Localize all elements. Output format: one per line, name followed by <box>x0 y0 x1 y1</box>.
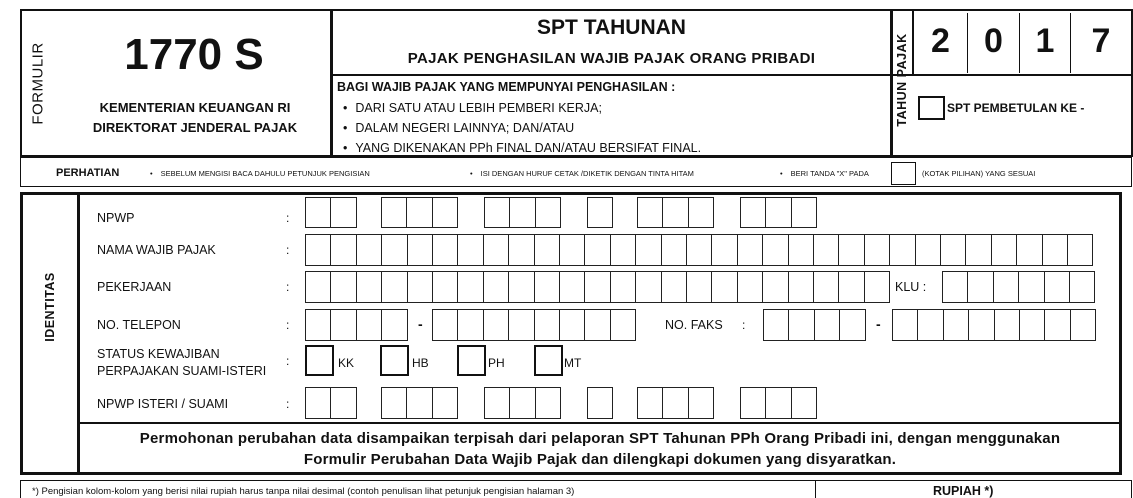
char-box[interactable] <box>813 234 839 266</box>
char-box[interactable] <box>967 271 993 303</box>
char-box[interactable] <box>587 197 613 228</box>
char-box[interactable] <box>330 197 356 228</box>
char-box[interactable] <box>637 197 663 228</box>
char-box[interactable] <box>457 234 483 266</box>
char-box[interactable] <box>838 271 864 303</box>
ministry-name: KEMENTERIAN KEUANGAN RI <box>99 100 291 115</box>
char-box[interactable] <box>740 387 766 419</box>
char-box[interactable] <box>788 271 814 303</box>
colon: : <box>286 354 290 368</box>
char-box[interactable] <box>356 309 382 341</box>
colon: : <box>286 397 290 411</box>
char-box[interactable] <box>534 271 560 303</box>
telepon-dash: - <box>418 316 423 332</box>
perhatian-note: • ISI DENGAN HURUF CETAK /DIKETIK DENGAN TINTA HITAM <box>470 169 694 178</box>
npwp-label: NPWP <box>97 211 135 225</box>
status-hb-checkbox[interactable] <box>380 345 409 376</box>
char-box[interactable] <box>330 271 356 303</box>
char-box[interactable] <box>305 309 331 341</box>
char-box[interactable] <box>535 197 561 228</box>
criteria-heading: BAGI WAJIB PAJAK YANG MEMPUNYAI PENGHASILAN : <box>337 80 676 94</box>
char-box[interactable] <box>356 234 382 266</box>
char-box[interactable] <box>534 234 560 266</box>
char-box[interactable] <box>635 234 661 266</box>
char-box[interactable] <box>610 309 636 341</box>
nama-label: NAMA WAJIB PAJAK <box>97 243 216 257</box>
char-box[interactable] <box>1019 309 1045 341</box>
char-box[interactable] <box>457 309 483 341</box>
char-box[interactable] <box>864 234 890 266</box>
char-box[interactable] <box>737 271 763 303</box>
char-box[interactable] <box>508 309 534 341</box>
char-box[interactable] <box>484 387 510 419</box>
char-box[interactable] <box>381 387 407 419</box>
char-box[interactable] <box>788 234 814 266</box>
char-box[interactable] <box>686 271 712 303</box>
char-box[interactable] <box>483 271 509 303</box>
char-box[interactable] <box>330 309 356 341</box>
identitas-label: IDENTITAS <box>43 272 57 342</box>
char-box[interactable] <box>889 234 915 266</box>
char-box[interactable] <box>381 197 407 228</box>
form-code: 1770 S <box>124 30 264 79</box>
perhatian-note: • SEBELUM MENGISI BACA DAHULU PETUNJUK PENGISIAN <box>150 169 370 178</box>
char-box[interactable] <box>406 387 432 419</box>
spt-subtitle: PAJAK PENGHASILAN WAJIB PAJAK ORANG PRIBADI <box>407 50 816 67</box>
spt-title: SPT TAHUNAN <box>537 16 686 39</box>
char-box[interactable] <box>740 197 766 228</box>
char-box[interactable] <box>943 309 969 341</box>
char-box[interactable] <box>662 387 688 419</box>
status-option-label: KK <box>338 356 355 370</box>
char-box[interactable] <box>587 387 613 419</box>
char-box[interactable] <box>686 234 712 266</box>
char-box[interactable] <box>991 234 1017 266</box>
char-box[interactable] <box>915 234 941 266</box>
char-box[interactable] <box>457 271 483 303</box>
char-box[interactable] <box>330 234 356 266</box>
char-box[interactable] <box>534 309 560 341</box>
char-box[interactable] <box>610 271 636 303</box>
spt-pembetulan-label: SPT PEMBETULAN KE - <box>947 101 1085 115</box>
status-label: STATUS KEWAJIBAN <box>97 347 220 361</box>
char-box[interactable] <box>381 309 407 341</box>
char-box[interactable] <box>763 309 789 341</box>
char-box[interactable] <box>994 309 1020 341</box>
char-box[interactable] <box>1042 234 1068 266</box>
char-box[interactable] <box>838 234 864 266</box>
year-digit: 7 <box>1070 13 1131 73</box>
char-box[interactable] <box>432 387 458 419</box>
char-box[interactable] <box>432 271 458 303</box>
char-box[interactable] <box>791 197 817 228</box>
npwp-pasangan-label: NPWP ISTERI / SUAMI <box>97 397 229 411</box>
char-box[interactable] <box>432 234 458 266</box>
footer-note: *) Pengisian kolom-kolom yang berisi nilai rupiah harus tanpa nilai desimal (contoh penulisan lihat petunjuk pengisian halaman 3) <box>32 486 575 497</box>
char-box[interactable] <box>1044 271 1070 303</box>
char-box[interactable] <box>940 234 966 266</box>
notice-line-1: Permohonan perubahan data disampaikan terpisah dari pelaporan SPT Tahunan PPh Orang Pribadi ini, dengan menggunakan <box>139 430 1061 447</box>
char-box[interactable] <box>968 309 994 341</box>
kotak-pilihan-note: (KOTAK PILIHAN) YANG SESUAI <box>922 169 1036 178</box>
char-box[interactable] <box>356 271 382 303</box>
year-digit: 1 <box>1019 13 1070 73</box>
char-box[interactable] <box>559 271 585 303</box>
criteria-item: • DALAM NEGERI LAINNYA; DAN/ATAU <box>343 121 574 135</box>
char-box[interactable] <box>892 309 918 341</box>
status-kk-checkbox[interactable] <box>305 345 334 376</box>
criteria-item: • DARI SATU ATAU LEBIH PEMBERI KERJA; <box>343 101 602 115</box>
status-option-label: MT <box>564 356 582 370</box>
spt-pembetulan-checkbox[interactable] <box>918 96 945 120</box>
char-box[interactable] <box>839 309 865 341</box>
char-box[interactable] <box>662 197 688 228</box>
char-box[interactable] <box>484 197 510 228</box>
char-box[interactable] <box>432 197 458 228</box>
colon: : <box>286 243 290 257</box>
perhatian-note: • BERI TANDA "X" PADA <box>780 169 869 178</box>
char-box[interactable] <box>711 271 737 303</box>
char-box[interactable] <box>584 234 610 266</box>
char-box[interactable] <box>305 197 331 228</box>
char-box[interactable] <box>635 271 661 303</box>
klu-label: KLU : <box>895 280 927 294</box>
char-box[interactable] <box>791 387 817 419</box>
perhatian-label: PERHATIAN <box>56 167 120 179</box>
colon: : <box>286 211 290 225</box>
tahun-pajak-label: TAHUN PAJAK <box>895 33 909 127</box>
notice-line-2: Formulir Perubahan Data Wajib Pajak dan dilengkapi dokumen yang disyaratkan. <box>303 451 897 468</box>
status-option-label: HB <box>412 356 429 370</box>
status-option-label: PH <box>488 356 505 370</box>
char-box[interactable] <box>917 309 943 341</box>
char-box[interactable] <box>661 234 687 266</box>
char-box[interactable] <box>483 234 509 266</box>
char-box[interactable] <box>305 387 331 419</box>
char-box[interactable] <box>407 271 433 303</box>
char-box[interactable] <box>381 271 407 303</box>
char-box[interactable] <box>814 309 840 341</box>
char-box[interactable] <box>305 271 331 303</box>
char-box[interactable] <box>535 387 561 419</box>
example-checkbox <box>891 162 916 185</box>
char-box[interactable] <box>762 271 788 303</box>
char-box[interactable] <box>942 271 968 303</box>
status-ph-checkbox[interactable] <box>457 345 486 376</box>
year-digit: 0 <box>967 13 1019 73</box>
char-box[interactable] <box>1067 234 1093 266</box>
char-box[interactable] <box>305 234 331 266</box>
char-box[interactable] <box>762 234 788 266</box>
char-box[interactable] <box>584 271 610 303</box>
colon: : <box>742 318 746 332</box>
char-box[interactable] <box>483 309 509 341</box>
status-label: PERPAJAKAN SUAMI-ISTERI <box>97 364 267 378</box>
year-digit: 2 <box>931 22 950 60</box>
char-box[interactable] <box>509 387 535 419</box>
char-box[interactable] <box>688 197 714 228</box>
char-box[interactable] <box>711 234 737 266</box>
char-box[interactable] <box>765 197 791 228</box>
rupiah-label: RUPIAH *) <box>933 484 994 498</box>
char-box[interactable] <box>508 271 534 303</box>
criteria-item: • YANG DIKENAKAN PPh FINAL DAN/ATAU BERSIFAT FINAL. <box>343 141 701 155</box>
char-box[interactable] <box>864 271 890 303</box>
char-box[interactable] <box>661 271 687 303</box>
char-box[interactable] <box>1044 309 1070 341</box>
status-mt-checkbox[interactable] <box>534 345 563 376</box>
colon: : <box>286 318 290 332</box>
faks-label: NO. FAKS <box>665 318 723 332</box>
char-box[interactable] <box>788 309 814 341</box>
char-box[interactable] <box>813 271 839 303</box>
char-box[interactable] <box>406 197 432 228</box>
char-box[interactable] <box>610 234 636 266</box>
telepon-label: NO. TELEPON <box>97 318 181 332</box>
char-box[interactable] <box>737 234 763 266</box>
pekerjaan-label: PEKERJAAN <box>97 280 172 294</box>
char-box[interactable] <box>559 234 585 266</box>
directorate-name: DIREKTORAT JENDERAL PAJAK <box>92 120 298 135</box>
char-box[interactable] <box>1016 234 1042 266</box>
char-box[interactable] <box>765 387 791 419</box>
char-box[interactable] <box>688 387 714 419</box>
char-box[interactable] <box>584 309 610 341</box>
char-box[interactable] <box>381 234 407 266</box>
char-box[interactable] <box>508 234 534 266</box>
faks-dash: - <box>876 316 881 332</box>
char-box[interactable] <box>509 197 535 228</box>
char-box[interactable] <box>1018 271 1044 303</box>
char-box[interactable] <box>559 309 585 341</box>
char-box[interactable] <box>432 309 458 341</box>
formulir-label: FORMULIR <box>29 42 47 125</box>
char-box[interactable] <box>965 234 991 266</box>
colon: : <box>286 280 290 294</box>
char-box[interactable] <box>1069 271 1095 303</box>
char-box[interactable] <box>407 234 433 266</box>
char-box[interactable] <box>993 271 1019 303</box>
char-box[interactable] <box>330 387 356 419</box>
char-box[interactable] <box>637 387 663 419</box>
char-box[interactable] <box>1070 309 1096 341</box>
